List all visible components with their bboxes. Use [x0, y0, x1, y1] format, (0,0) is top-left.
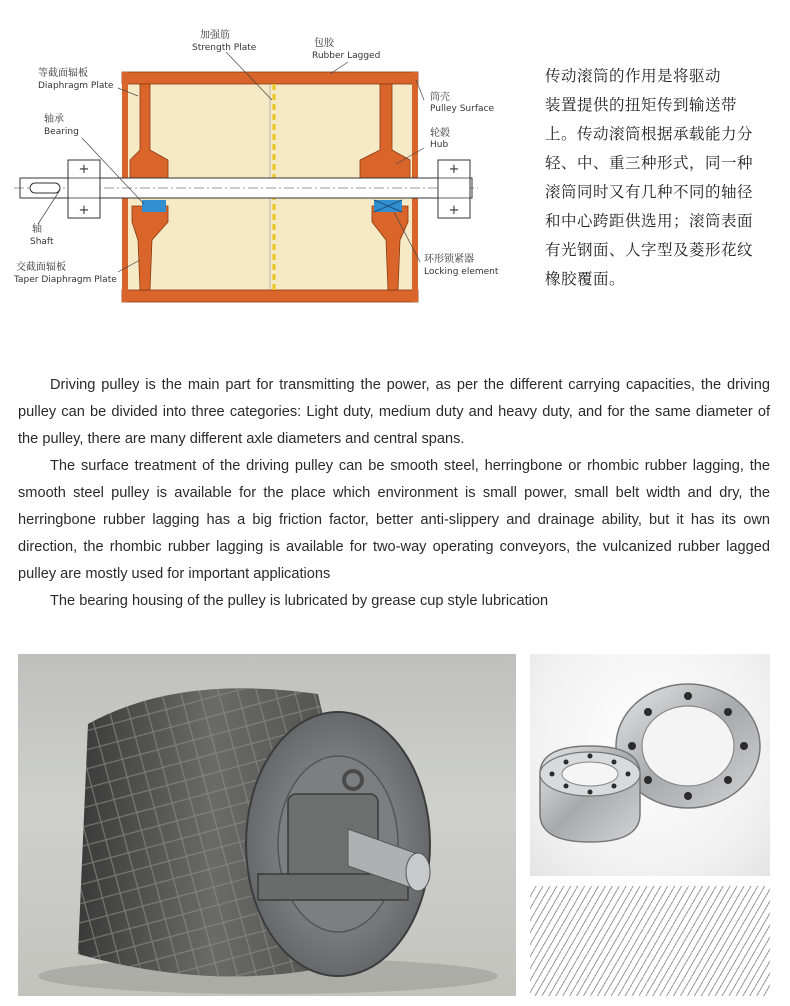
locking-rings-illustration	[530, 654, 770, 876]
cn-line: 传动滚筒的作用是将驱动	[545, 67, 722, 85]
label-rubber-lagged-en: Rubber Lagged	[312, 51, 381, 61]
pulley-surface-top	[122, 72, 418, 84]
cn-line: 有光钢面、人字型及菱形花纹	[545, 241, 754, 259]
pulley-surface-bottom	[122, 290, 418, 302]
hatched-decorative-panel	[530, 886, 770, 996]
label-bearing-en: Bearing	[44, 127, 79, 137]
cn-line: 橡胶覆面。	[545, 270, 626, 288]
svg-text:+: +	[78, 162, 90, 177]
svg-text:+: +	[448, 203, 460, 218]
label-rubber-lagged-cn: 包胶	[314, 38, 334, 49]
cn-line: 轻、中、重三种形式，同一种	[545, 154, 754, 172]
cn-line: 滚筒同时又有几种不同的轴径	[545, 183, 754, 201]
bearing-housing-left	[68, 160, 100, 218]
cn-line: 和中心跨距供选用；滚筒表面	[545, 212, 754, 230]
shaft-keyway	[30, 183, 60, 193]
label-hub-en: Hub	[430, 140, 449, 150]
label-bearing-cn: 轴承	[44, 114, 64, 125]
locking-element-photo	[530, 654, 770, 876]
label-strength-plate-cn: 加强筋	[200, 30, 230, 41]
label-locking-element-en: Locking element	[424, 267, 499, 277]
label-shaft-cn: 轴	[32, 224, 42, 235]
label-locking-element-cn: 环形锁紧器	[424, 254, 474, 265]
cn-line: 装置提供的扭矩传到输送带	[545, 96, 738, 114]
label-shaft-en: Shaft	[30, 237, 54, 247]
en-paragraph-3: The bearing housing of the pulley is lubricated by grease cup style lubrication	[50, 593, 549, 609]
label-taper-diaphragm-en: Taper Diaphragm Plate	[14, 275, 117, 285]
label-pulley-surface-en: Pulley Surface	[430, 104, 494, 114]
drive-pulley-photo	[18, 654, 516, 996]
label-taper-diaphragm-cn: 交截面辐板	[16, 262, 66, 273]
bearing-housing-right	[438, 160, 470, 218]
label-hub-cn: 轮毂	[430, 128, 450, 139]
label-pulley-surface-cn: 筒壳	[430, 92, 450, 103]
english-description	[18, 372, 770, 615]
chinese-description	[545, 62, 773, 294]
bearing-block-left	[142, 200, 166, 212]
drive-pulley-illustration	[18, 654, 516, 996]
label-strength-plate-en: Strength Plate	[192, 43, 257, 53]
en-paragraph-2: The surface treatment of the driving pulley can be smooth steel, herringbone or rhombic rubber lagging, the smooth steel pulley is available for the place which environment is small power, small belt width and dry, the herringbone rubber lagging has a big friction factor, better anti-slippery and drainage ability, but it has its own direction, the rhombic rubber lagging is available for two-way operating conveyors, the vulcanized rubber lagged pulley are mostly used for important applications	[18, 458, 770, 582]
pulley-cross-section-diagram	[0, 0, 540, 330]
svg-text:+: +	[448, 162, 460, 177]
en-paragraph-1: Driving pulley is the main part for transmitting the power, as per the different carrying capacities, the driving pulley can be divided into three categories: Light duty, medium duty and heavy duty, and for the same diameter of the pulley, there are many different axle diameters and central spans.	[18, 377, 770, 447]
label-diaphragm-plate-cn: 等截面辐板	[38, 68, 88, 79]
svg-text:+: +	[78, 203, 90, 218]
cn-line: 上。传动滚筒根据承载能力分	[545, 125, 754, 143]
label-diaphragm-plate-en: Diaphragm Plate	[38, 81, 114, 91]
